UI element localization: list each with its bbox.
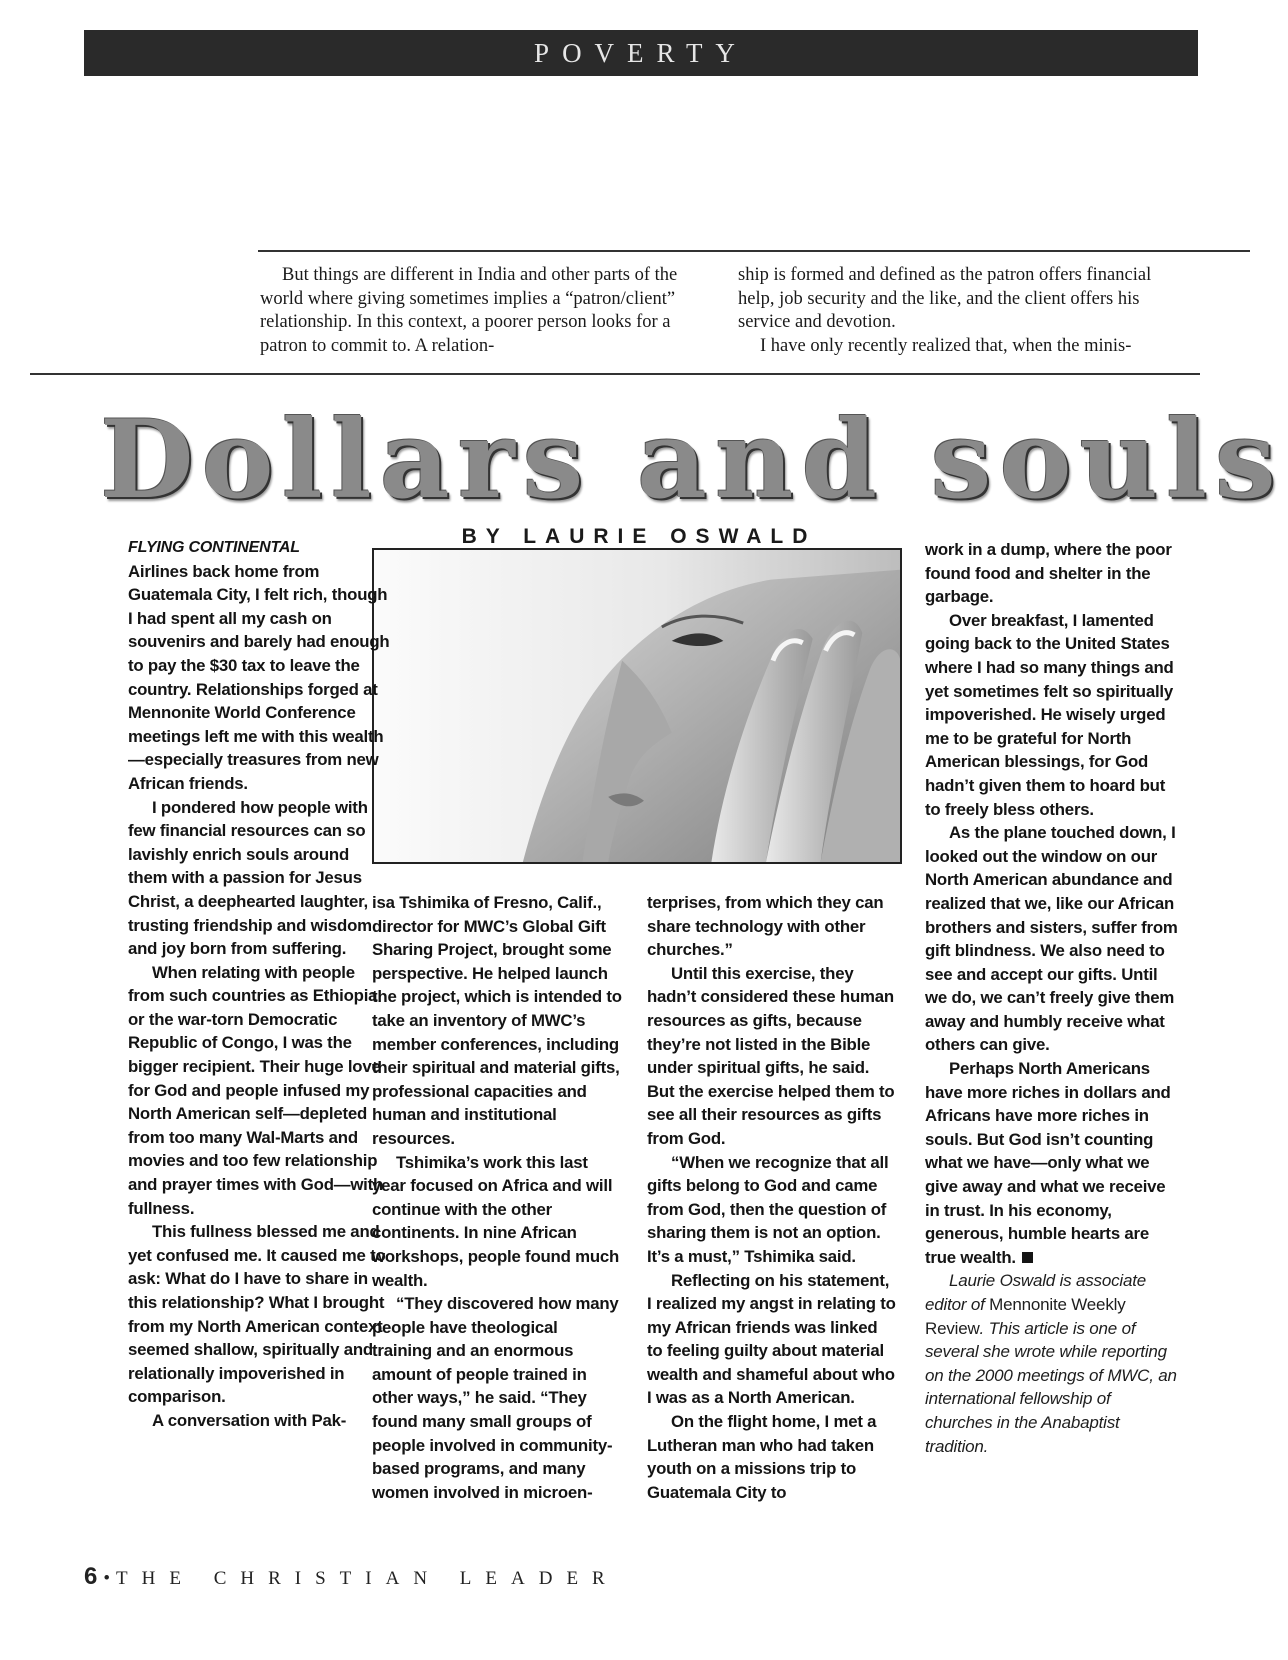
- author-bio: [925, 1269, 1180, 1458]
- lead-paragraph-text: Airlines back home from Guatemala City, I felt rich, though I had spent all my cash on souvenirs and barely had enough to pay the $30 tax to leave the country. Relationships forged at Mennonite World Conference meetings left me with this wealth—especially treasures from new African friends.: [128, 561, 390, 793]
- lead-in: FLYING CONTINENTAL: [128, 539, 300, 556]
- section-banner: [84, 30, 1198, 76]
- author-bio-text: Laurie Oswald is associate editor of: [925, 1271, 1147, 1314]
- section-label: POVERTY: [534, 38, 748, 68]
- intro-paragraph: I have only recently realized that, when the minis-: [760, 335, 1132, 356]
- intro-bottom-divider: [30, 373, 1200, 375]
- article-paragraph: Tshimika’s work this last year focused on Africa and will continue with the other continents. In nine African workshops, people found much wealth.: [372, 1152, 620, 1290]
- page-footer: [84, 1563, 619, 1591]
- article-headline: Dollars and souls: [100, 397, 1284, 523]
- article-photo: [372, 548, 902, 864]
- byline: BY LAURIE OSWALD: [461, 525, 817, 548]
- article-paragraph: This fullness blessed me and yet confused me. It caused me to ask: What do I have to share in this relationship? What I brought from my North American context seemed shallow, spiritually and relationally impoverished in comparison.: [128, 1222, 386, 1407]
- intro-column-left: [260, 264, 700, 358]
- article-paragraph: As the plane touched down, I looked out the window on our North American abundance and realized that we, like our African brothers and sisters, suffer from gift blindness. We also need to see and accept our gifts. Until we do, we can’t freely give them away and humbly receive what others can give.: [925, 823, 1178, 1055]
- article-paragraph-continued: work in a dump, where the poor found food and shelter in the garbage.: [925, 540, 1172, 607]
- article-paragraph: Until this exercise, they hadn’t considered these human resources as gifts, because they’re not listed in the Bible under spiritual gifts, he said. But the exercise helped them to see all their resources as gifts from God.: [647, 963, 895, 1148]
- lead-paragraph: [128, 535, 390, 796]
- article-paragraph: When relating with people from such countries as Ethiopia or the war-torn Democratic Republic of Congo, I was the bigger recipient. Their huge love for God and people infused my North American self—depleted from too many Wal-Marts and movies and too few relationship and prayer times with God—with fullness.: [128, 962, 384, 1218]
- author-bio-text: . This article is one of several she wrote while reporting on the 2000 meetings of MWC, an international fellowship of churches in the Anabaptist tradition.: [925, 1318, 1177, 1456]
- article-paragraph: [925, 1057, 1180, 1269]
- bullet-separator-icon: •: [103, 1568, 111, 1589]
- intro-paragraph-continued: ship is formed and defined as the patron offers financial help, job security and the like, and the client offers his service and devotion.: [738, 265, 1152, 332]
- article-paragraph-continued: isa Tshimika of Fresno, Calif., director for MWC’s Global Gift Sharing Project, brought some perspective. He helped launch the project, which is intended to take an inventory of MWC’s member conferences, including their spiritual and material gifts, professional capacities and human and institutional resources.: [372, 893, 622, 1148]
- article-paragraph-continued: terprises, from which they can share technology with other churches.”: [647, 893, 884, 960]
- article-paragraph: I pondered how people with few financial resources can so lavishly enrich souls around them with a passion for Jesus Christ, a deephearted laughter, trusting friendship and wisdom and joy born from suffering.: [128, 797, 372, 959]
- publication-name: Mennonite Weekly Review: [925, 1295, 1126, 1338]
- top-divider: [258, 250, 1250, 252]
- article-column-1: [128, 535, 390, 1433]
- article-paragraph: “They discovered how many people have theological training and an enormous amount of people trained in other ways,” he said. “They found many small groups of people involved in community-based programs, and many women involved in microen-: [372, 1294, 619, 1502]
- article-column-2: [372, 891, 622, 1504]
- face-with-hand-photo: [374, 550, 900, 862]
- page-number: 6: [84, 1563, 98, 1590]
- publication-title: THE CHRISTIAN LEADER: [116, 1568, 619, 1589]
- article-column-3: [647, 891, 897, 1504]
- article-paragraph: “When we recognize that all gifts belong to God and came from God, then the question of sharing them is not an option. It’s a must,” Tshimika said.: [647, 1152, 889, 1266]
- intro-column-right: [738, 264, 1178, 358]
- article-paragraph: On the flight home, I met a Lutheran man who had taken youth on a missions trip to Guatemala City to: [647, 1412, 877, 1502]
- article-column-4: [925, 538, 1180, 1458]
- article-paragraph: A conversation with Pak-: [152, 1410, 347, 1430]
- intro-paragraph: But things are different in India and other parts of the world where giving sometimes implies a “patron/client” relationship. In this context, a poorer person looks for a patron to commit to. A relation-: [260, 265, 678, 356]
- final-paragraph-text: Perhaps North Americans have more riches in dollars and Africans have more riches in souls. But God isn’t counting what we have—only what we give away and what we receive in trust. In his economy, generous, humble hearts are true wealth.: [925, 1059, 1171, 1267]
- article-paragraph: Reflecting on his statement, I realized my angst in relating to my African friends was linked to feeling guilty about material wealth and shameful about who I was as a North American.: [647, 1270, 896, 1408]
- end-mark-icon: [1022, 1252, 1033, 1263]
- article-paragraph: Over breakfast, I lamented going back to the United States where I had so many things and yet sometimes felt so spiritually impoverished. He wisely urged me to be grateful for North American blessings, for God hadn’t given them to hoard but to freely bless others.: [925, 610, 1174, 819]
